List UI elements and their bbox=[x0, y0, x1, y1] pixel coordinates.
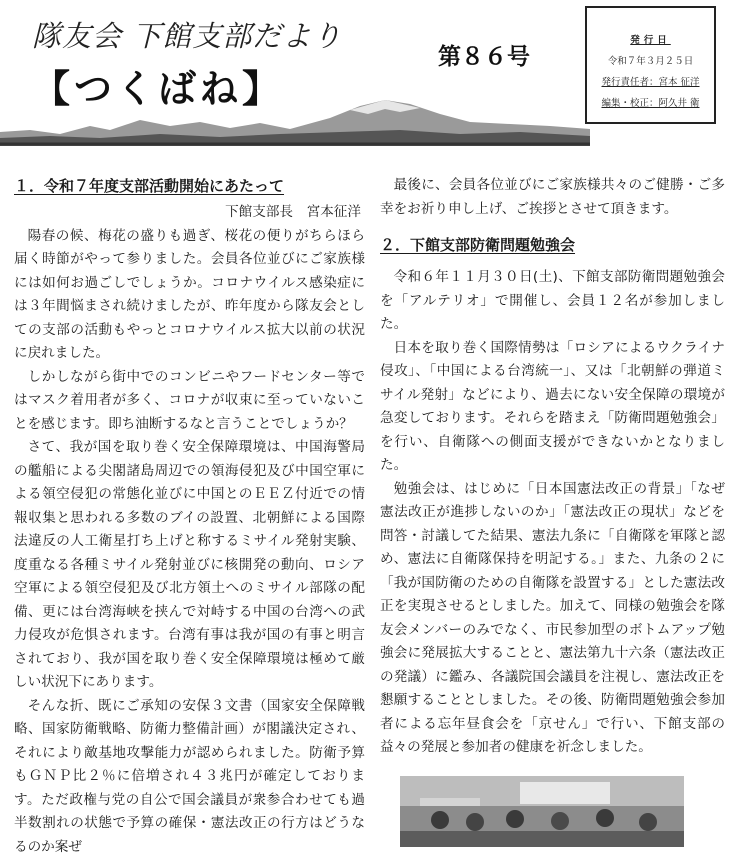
article1-byline: 下館支部長 宮本征洋 bbox=[14, 201, 361, 225]
article1-paragraph: しかしながら街中でのコンビニやフードセンター等ではマスク着用者が多く、コロナが収束に至っていないことを感じます。即ち油断するなと言うことでしょうか？ bbox=[14, 366, 365, 437]
editor: 編集・校正：阿久井 衛 bbox=[591, 93, 710, 114]
article2-paragraph: 令和６年１１月３０日(土)、下館支部防衛問題勉強会を「アルテリオ」で開催し、会員１２名が参加しました。 bbox=[380, 266, 725, 337]
right-column bbox=[380, 174, 725, 760]
issue-number: 第８６号 bbox=[438, 38, 530, 71]
article1-paragraph: さて、我が国を取り巻く安全保障環境は、中国海警局の艦船による尖閣諸島周辺での領海侵犯及び中国空軍による領空侵犯の常態化並びに中国とのＥＥＺ付近での情報収集と思われる多数のブイの設置、北朝鮮による国際法違反の人工衛星打ち上げと称するミサイル発射実験、度重なる各種ミサイル発射並びに核開発の動向、ロシア空軍による領空侵犯及び北方領土へのミサイル部隊の配備、更には台湾海峡を挟んで対峙する中国の台湾への武力侵攻が危惧されます。台湾有事は我が国の有事と明言されており、我が国を取り巻く安全保障環境は極めて厳しい状況下にあります。 bbox=[14, 436, 365, 695]
masthead bbox=[0, 0, 732, 148]
article1-paragraph: そんな折、既にご承知の安保３文書（国家安全保障戦略、国家防衛戦略、防衛力整備計画）が閣議決定され、それにより敵基地攻撃能力が認められました。防衛予算もＧＮＰ比２％に倍増され４３兆円が確定しております。ただ政権与党の自公で国会議員が衆参合わせても過半数割れの状態で予算の確保・憲法改正の行方はどうなるのか案ぜ bbox=[14, 695, 365, 859]
left-column bbox=[14, 174, 365, 859]
publisher: 発行責任者：宮本 征洋 bbox=[591, 72, 710, 93]
org-title: 隊友会 下館支部だより bbox=[32, 14, 342, 55]
newsletter-title: 【つくばね】 bbox=[32, 58, 284, 113]
publication-info-box bbox=[585, 6, 716, 124]
mountain-landscape-banner bbox=[0, 96, 590, 146]
article1-title: １．令和７年度支部活動開始にあたって bbox=[14, 174, 365, 199]
article1-paragraph: 陽春の候、梅花の盛りも過ぎ、桜花の便りがちらほら届く時節がやって参りました。会員各位並びにご家族様には如何お過ごしでしょうか。コロナウイルス感染症には３年間悩まされ続けましたが、昨年度から隊友会としての支部の活動もやっとコロナウイルス拡大以前の状況に戻れました。 bbox=[14, 225, 365, 366]
meeting-photo bbox=[400, 776, 684, 847]
article1-closing: 最後に、会員各位並びにご家族様共々のご健勝・ご多幸をお祈り申し上げ、ご挨拶とさせて頂きます。 bbox=[380, 174, 725, 221]
article2-title: ２．下館支部防衛問題勉強会 bbox=[380, 233, 725, 258]
article2-paragraph: 勉強会は、はじめに「日本国憲法改正の背景」「なぜ憲法改正が進捗しないのか」「憲法改正の現状」などを問答・討議してた結果、憲法九条に「自衛隊を軍隊と認め、憲法に自衛隊保持を明記する。」また、九条の２に「我が国防衛のための自衛隊を設置する」とした憲法改正を実現させるとしました。加えて、同様の勉強会を隊友会メンバーのみでなく、市民参加型のボトムアップ勉強会に発展拡大することと、憲法第九十六条（憲法改正の発議）に鑑み、各議院国会議員を注視し、憲法改正を懇願することとしました。その後、防衛問題勉強会参加者による忘年昼食会を「京せん」で行い、下館支部の益々の発展と参加者の健康を祈念しました。 bbox=[380, 478, 725, 760]
publication-date: 令和７年３月２５日 bbox=[591, 51, 710, 72]
article2-paragraph: 日本を取り巻く国際情勢は「ロシアによるウクライナ侵攻」、「中国による台湾統一」、又は「北朝鮮の弾道ミサイル発射」などにより、過去にない安全保障の環境が急変しております。それらを踏まえ「防衛問題勉強会」を行い、自衛隊への側面支援ができないかとなりました。 bbox=[380, 337, 725, 478]
publication-heading: 発行日 bbox=[591, 30, 710, 51]
meeting-photo-image bbox=[400, 776, 684, 847]
